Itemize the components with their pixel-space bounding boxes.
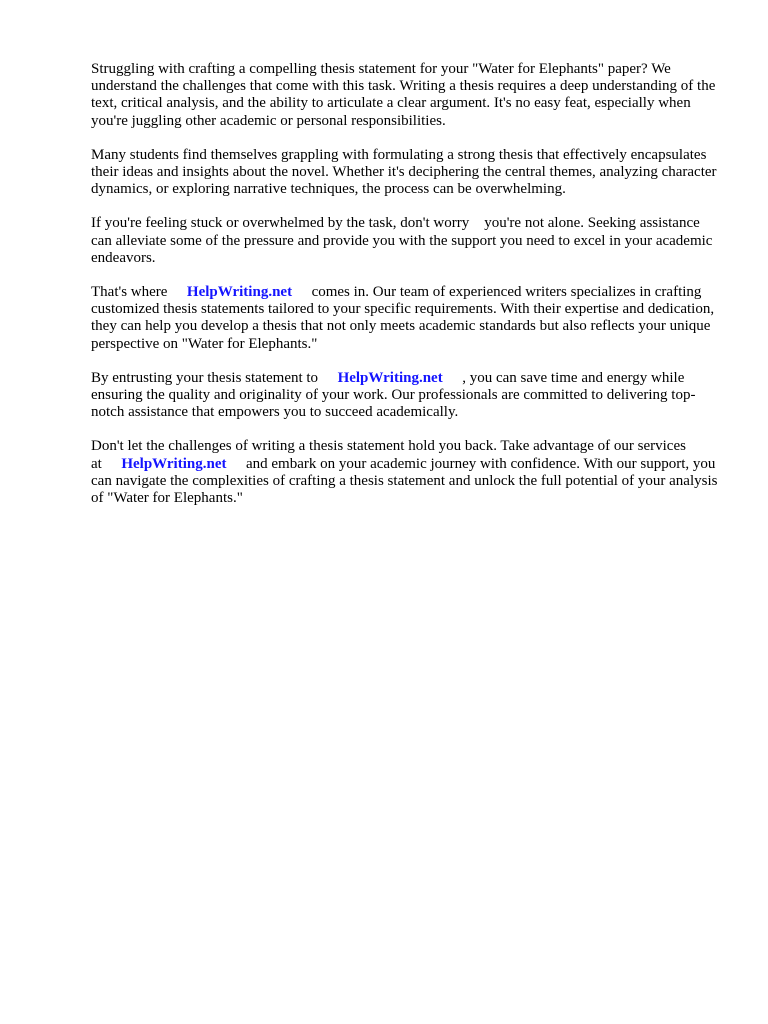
paragraph-text: That's where	[91, 284, 168, 301]
helpwriting-link[interactable]: HelpWriting.net	[186, 284, 293, 301]
paragraph-text: , you can save time and energy while ensuring the quality and originality of your work. Our professionals are committed to delivering top-notch assistance that empowers you to succeed academically.	[91, 369, 696, 421]
paragraph-closing	[91, 438, 723, 507]
helpwriting-link[interactable]: HelpWriting.net	[121, 455, 227, 472]
paragraph-text: By entrusting your thesis statement to	[91, 369, 319, 386]
paragraph-text: Don't let the challenges of writing a thesis statement hold you back. Take advantage of our services at	[91, 438, 686, 472]
paragraph-text: comes in. Our team of experienced writers specializes in crafting customized thesis statements tailored to your specific requirements. With their expertise and dedication, they can help you develop a thesis that not only meets academic standards but also reflects your unique perspective on "Water for Elephants."	[91, 284, 715, 352]
paragraph-thats-where	[91, 284, 723, 353]
helpwriting-link[interactable]: HelpWriting.net	[337, 369, 443, 386]
paragraph-text: and embark on your academic journey with confidence. With our support, you can navigate the complexities of crafting a thesis statement and unlock the full potential of your analysis of "Water for Elephants."	[91, 455, 718, 507]
document-body	[91, 61, 723, 524]
paragraph-intro: Struggling with crafting a compelling thesis statement for your "Water for Elephants" paper? We understand the challenges that come with this task. Writing a thesis requires a deep understanding of the text, critical analysis, and the ability to articulate a clear argument. It's no easy feat, especially when you're juggling other academic or personal responsibilities.	[91, 61, 716, 129]
paragraph-entrusting	[91, 370, 723, 422]
paragraph-stuck: If you're feeling stuck or overwhelmed by the task, don't worry you're not alone. Seeking assistance can alleviate some of the pressure and provide you with the support you need to excel in your academic endeavors.	[91, 215, 717, 266]
paragraph-students: Many students find themselves grappling with formulating a strong thesis that effectively encapsulates their ideas and insights about the novel. Whether it's deciphering the central themes, analyzing character dynamics, or exploring narrative techniques, the process can be overwhelming.	[91, 146, 717, 198]
